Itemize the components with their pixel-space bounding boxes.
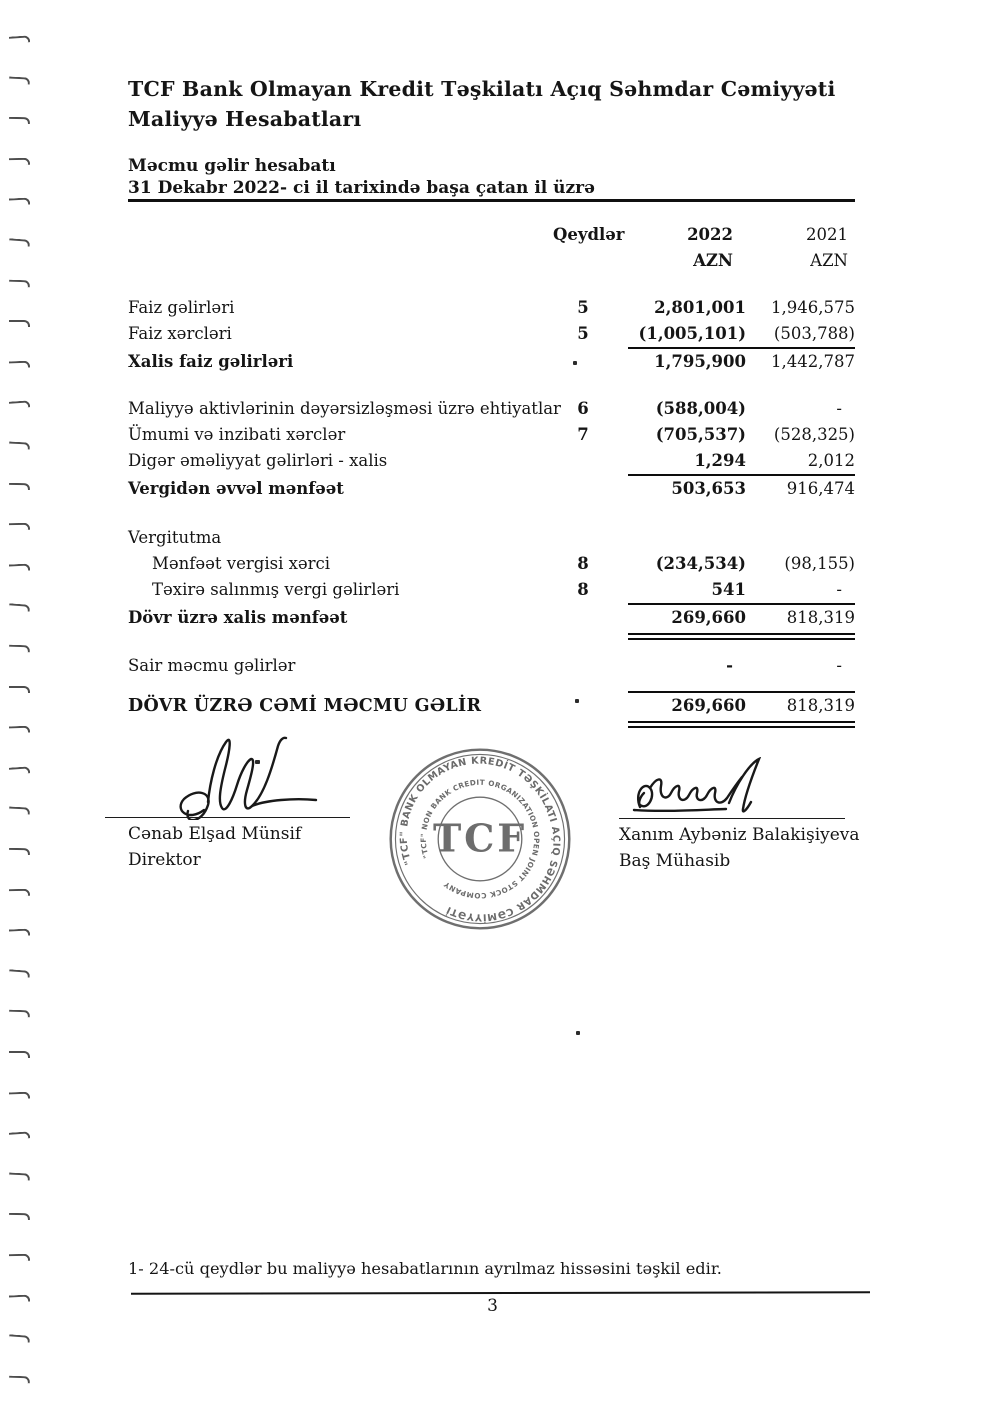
value-2022: (705,537) (655, 425, 746, 444)
value-2022: 503,653 (671, 479, 746, 498)
value-2021: 1,442,787 (771, 352, 855, 371)
binding-mark (9, 1254, 30, 1261)
binding-mark (9, 279, 30, 287)
binding-mark (9, 1334, 30, 1342)
header-rule (128, 199, 855, 202)
value-2021: 2,012 (807, 451, 855, 470)
document-subtitle: Maliyyə Hesabatları (128, 107, 362, 131)
row-label: Faiz gəlirləri (128, 298, 235, 317)
scan-artifact (576, 1031, 580, 1035)
row-label: Maliyyə aktivlərinin dəyərsizləşməsi üzrə ehtiyatlar (128, 399, 561, 418)
value-2022: (1,005,101) (638, 324, 746, 343)
total-double-rule (628, 633, 855, 640)
binding-mark (9, 645, 30, 653)
director-title: Direktor (128, 850, 201, 870)
note-ref (553, 476, 613, 502)
row-label: DÖVR ÜZRƏ CƏMİ MƏCMU GƏLİR (128, 696, 482, 716)
note-ref: 5 (577, 298, 589, 317)
table-header-row (128, 222, 855, 248)
column-header-2021: 2021 (806, 225, 848, 244)
note-ref (553, 349, 613, 375)
binding-mark (9, 1375, 30, 1383)
scan-artifact (575, 699, 579, 703)
table-row (128, 396, 855, 422)
row-label: Sair məcmu gəlirlər (128, 656, 296, 675)
table-row (128, 551, 855, 577)
value-2021: (503,788) (773, 324, 855, 343)
stamp-outer-ring-text: "TCF" BANK OLMAYAN KREDİT TƏŞKİLATI AÇIQ SƏHMDAR CƏMİYYƏTİ (398, 755, 562, 923)
binding-mark (9, 158, 30, 165)
binding-mark (9, 807, 30, 815)
table-row (128, 693, 855, 719)
binding-mark (9, 482, 30, 489)
binding-mark (9, 848, 30, 855)
binding-mark (9, 198, 30, 206)
binding-mark (9, 1213, 30, 1220)
value-2022: 269,660 (671, 608, 746, 627)
value-2021: - (836, 580, 842, 599)
row-label: Ümumi və inzibati xərclər (128, 425, 346, 444)
note-ref: 8 (577, 580, 589, 599)
page-number: 3 (487, 1296, 498, 1316)
stamp-center-text: TCF (432, 815, 528, 861)
value-2021: (528,325) (773, 425, 855, 444)
note-ref (553, 448, 613, 474)
accountant-title: Baş Mühasib (619, 851, 731, 871)
accountant-name: Xanım Aybəniz Balakişiyeva (619, 825, 860, 845)
director-signature-line (105, 817, 350, 818)
row-label: Dövr üzrə xalis mənfəət (128, 608, 348, 627)
row-label: Mənfəət vergisi xərci (152, 554, 331, 573)
table-row (128, 577, 855, 603)
report-period: 31 Dekabr 2022- ci il tarixində başa çatan il üzrə (128, 178, 595, 198)
binding-mark (9, 523, 30, 530)
value-2022: 1,294 (694, 451, 746, 470)
report-header (128, 155, 855, 199)
binding-mark (9, 401, 30, 409)
table-row (128, 525, 855, 551)
table-row (128, 653, 855, 679)
note-ref (553, 605, 613, 631)
director-block (128, 821, 301, 873)
scan-artifact (573, 361, 577, 365)
table-row (128, 295, 855, 321)
note-ref: 5 (577, 324, 589, 343)
row-label: Vergitutma (128, 528, 222, 547)
row-label: Təxirə salınmış vergi gəlirləri (152, 580, 400, 599)
income-statement-table (128, 222, 855, 728)
table-row (128, 321, 855, 347)
currency-label-2021: AZN (810, 251, 848, 270)
accountant-signature (630, 757, 810, 821)
accountant-block (619, 822, 860, 874)
value-2022: 541 (711, 580, 746, 599)
value-2021: 818,319 (786, 696, 855, 715)
value-2022: 269,660 (671, 696, 746, 715)
value-2022: - (726, 656, 733, 675)
value-2021: 1,946,575 (771, 298, 855, 317)
table-row (128, 448, 855, 474)
table-row (128, 605, 855, 631)
binding-mark (9, 1010, 30, 1018)
value-2021: 818,319 (786, 608, 855, 627)
table-currency-row (128, 248, 855, 274)
binding-mark (9, 888, 30, 895)
report-title: Məcmu gəlir hesabatı (128, 156, 336, 176)
table-row (128, 476, 855, 502)
value-2022: (234,534) (655, 554, 746, 573)
row-label: Faiz xərcləri (128, 324, 232, 343)
column-header-notes: Qeydlər (553, 225, 625, 244)
scan-artifact (255, 760, 260, 764)
binding-mark (9, 604, 30, 612)
binding-mark (9, 76, 30, 84)
company-title: TCF Bank Olmayan Kredit Təşkilatı Açıq Səhmdar Cəmiyyəti (128, 77, 836, 101)
note-ref: 6 (577, 399, 589, 418)
stamp-inner-ring-text: "TCF" NON BANK CREDIT ORGANIZATION OPEN JOINT STOCK COMPANY (418, 777, 542, 901)
binding-mark (9, 320, 30, 327)
binding-mark (9, 238, 30, 246)
table-row (128, 349, 855, 375)
currency-label-2022: AZN (693, 251, 733, 270)
binding-mark (9, 686, 30, 693)
binding-mark (9, 726, 30, 734)
binding-mark (9, 969, 30, 977)
value-2021: - (836, 656, 842, 675)
binding-mark (9, 1051, 30, 1058)
binding-mark (9, 360, 30, 368)
row-label: Digər əməliyyat gəlirləri - xalis (128, 451, 388, 470)
director-name: Cənab Elşad Münsif (128, 824, 302, 844)
director-signature (148, 736, 383, 820)
binding-mark (9, 117, 30, 124)
binding-mark (9, 1172, 30, 1180)
document-header (128, 74, 868, 134)
binding-mark (9, 766, 30, 774)
footnote: 1- 24-cü qeydlər bu maliyyə hesabatlarının ayrılmaz hissəsini təşkil edir. (128, 1259, 722, 1278)
row-label: Vergidən əvvəl mənfəət (128, 479, 344, 498)
note-ref: 7 (577, 425, 589, 444)
binding-mark (9, 563, 30, 571)
value-2021: - (836, 399, 842, 418)
value-2021: (98,155) (784, 554, 855, 573)
row-label: Xalis faiz gəlirləri (128, 352, 294, 371)
column-header-2022: 2022 (687, 225, 733, 244)
value-2022: 2,801,001 (654, 298, 746, 317)
binding-mark (9, 441, 30, 449)
footer-rule (131, 1291, 870, 1295)
value-2022: 1,795,900 (654, 352, 746, 371)
binding-mark (9, 1131, 30, 1139)
value-2022: (588,004) (655, 399, 746, 418)
table-row (128, 422, 855, 448)
binding-mark (9, 1091, 30, 1099)
note-ref: 8 (577, 554, 589, 573)
value-2021: 916,474 (786, 479, 855, 498)
binding-mark (9, 929, 30, 937)
company-stamp (385, 744, 575, 934)
grand-total-double-rule (628, 721, 855, 728)
accountant-signature-line (619, 818, 845, 819)
binding-mark (9, 35, 30, 43)
